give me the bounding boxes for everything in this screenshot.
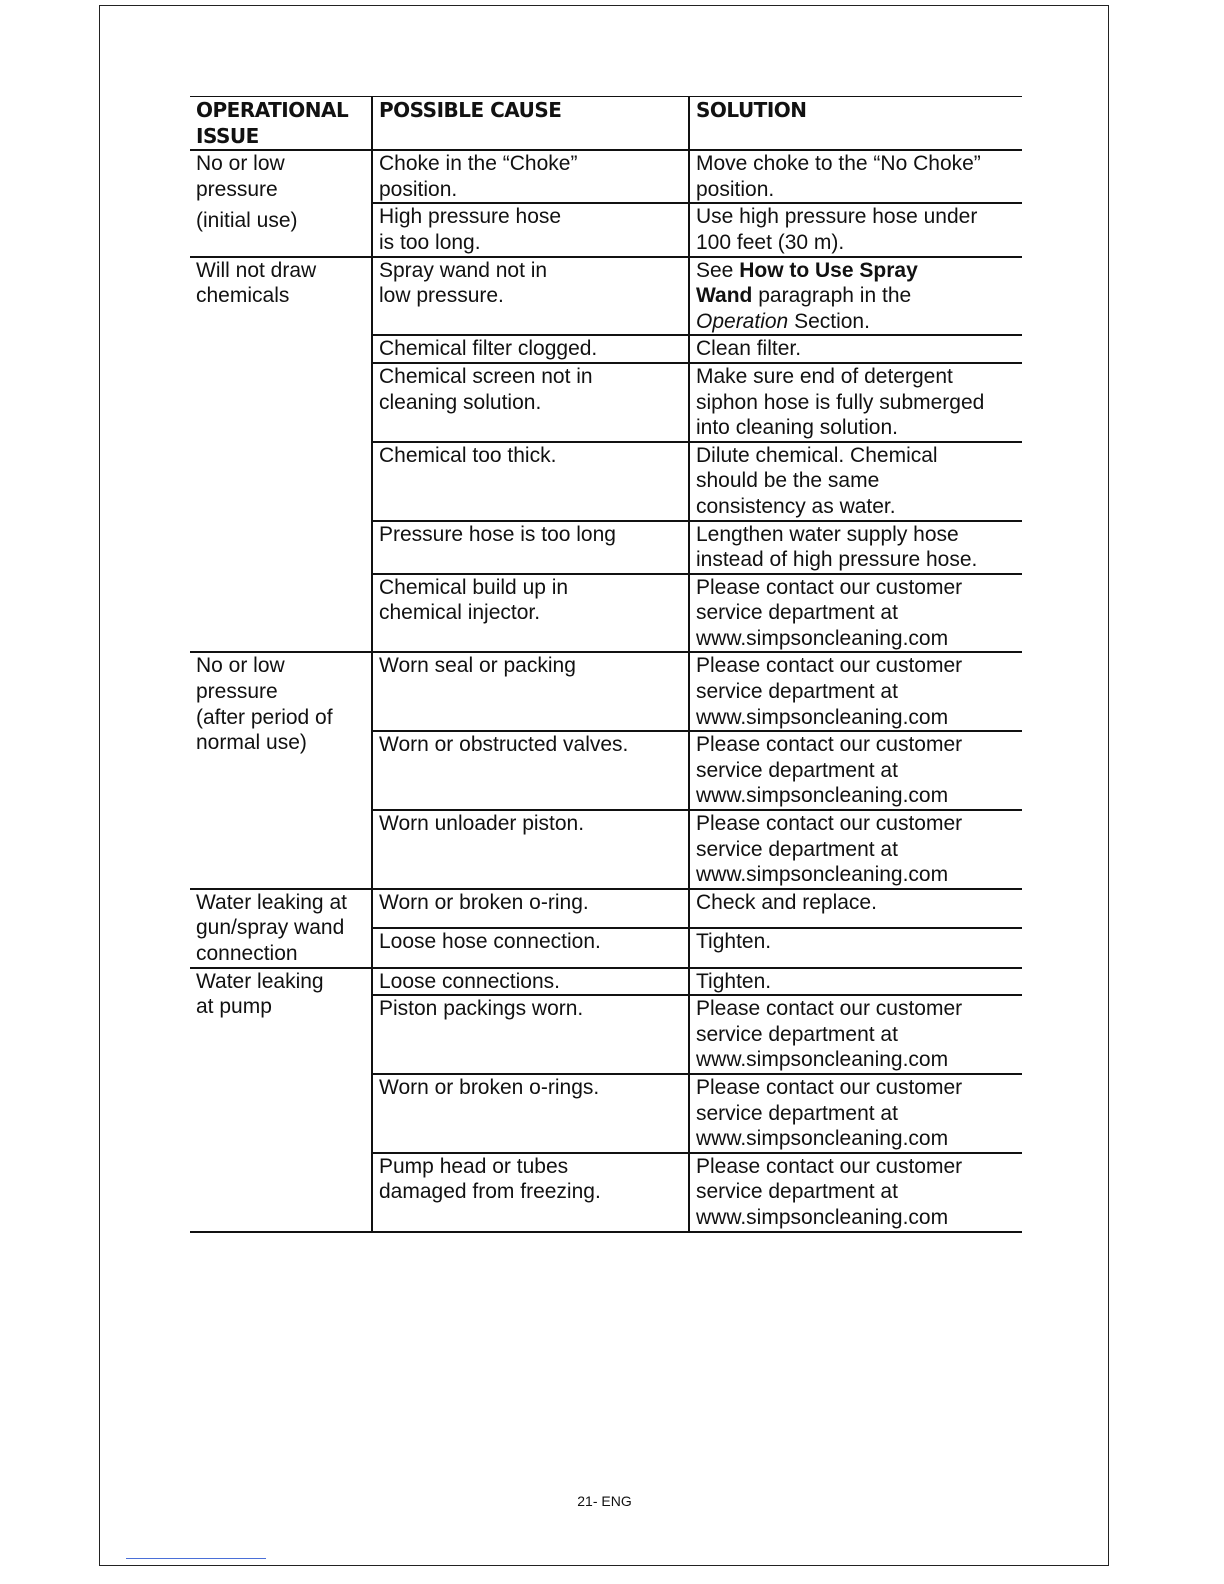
troubleshooting-table: [190, 96, 1022, 1233]
solution-cell: [689, 810, 1022, 889]
solution-text: Move choke to the “No Choke” position.: [696, 152, 981, 201]
cause-text: Pump head or tubes damaged from freezing.: [379, 1154, 601, 1204]
corner-rule: [126, 1558, 266, 1559]
solution-cell: [689, 257, 1022, 336]
solution-cell: [689, 363, 1022, 442]
solution-text: Use high pressure hose under 100 feet (30 m).: [696, 205, 978, 254]
table-header-row: [190, 97, 1022, 151]
header-operational-issue: OPERATIONAL ISSUE: [190, 97, 372, 151]
header-solution: SOLUTION: [689, 97, 1022, 151]
solution-text: Check and replace.: [696, 890, 877, 914]
solution-cell: [689, 150, 1022, 203]
cause-cell: [372, 652, 689, 731]
solution-cell: [689, 995, 1022, 1074]
issue-text: Will not draw chemicals: [196, 258, 317, 308]
solution-text: Please contact our customer service department at www.simpsoncleaning.com: [696, 1075, 963, 1151]
issue-note: (initial use): [196, 209, 298, 233]
cause-text: Piston packings worn.: [379, 997, 584, 1021]
solution-text-part: Section.: [788, 309, 870, 333]
cause-cell: [372, 521, 689, 574]
cause-cell: [372, 257, 689, 336]
issue-cell: [190, 889, 372, 968]
cause-cell: [372, 335, 689, 363]
table-row: [190, 652, 1022, 731]
solution-text: Please contact our customer service department at www.simpsoncleaning.com: [696, 733, 963, 808]
cause-cell: [372, 1153, 689, 1232]
cause-cell: [372, 928, 689, 967]
solution-text-part: paragraph in the: [758, 284, 912, 308]
solution-cell: [689, 731, 1022, 810]
cause-text: Loose connections.: [379, 969, 560, 993]
cause-text: Chemical filter clogged.: [379, 337, 598, 361]
cause-text: Chemical build up in chemical injector.: [379, 575, 569, 625]
cause-text: Chemical screen not in cleaning solution.: [379, 364, 593, 414]
solution-text: Please contact our customer service department at www.simpsoncleaning.com: [696, 997, 963, 1072]
table-row: [190, 257, 1022, 336]
issue-cell: [190, 652, 372, 888]
solution-cell: [689, 203, 1022, 256]
solution-text: Lengthen water supply hose instead of high pressure hose.: [696, 522, 978, 572]
cause-text: High pressure hose is too long.: [379, 205, 562, 254]
solution-text: [696, 258, 1018, 335]
solution-text-part: Operation: [696, 309, 789, 333]
table-row: [190, 150, 1022, 203]
solution-text-part: See: [696, 258, 740, 282]
cause-cell: [372, 1074, 689, 1153]
cause-text: Worn or obstructed valves.: [379, 733, 629, 757]
cause-cell: [372, 574, 689, 653]
cause-cell: [372, 442, 689, 521]
solution-cell: [689, 574, 1022, 653]
solution-text: Please contact our customer service department at www.simpsoncleaning.com: [696, 812, 963, 887]
cause-text: Choke in the “Choke” position.: [379, 152, 578, 201]
issue-cell: [190, 257, 372, 653]
cause-text: Worn seal or packing: [379, 654, 576, 678]
issue-text: Water leaking at pump: [196, 969, 324, 1019]
table-row: [190, 889, 1022, 928]
solution-text: Clean filter.: [696, 337, 802, 361]
solution-cell: [689, 1153, 1022, 1232]
solution-text: Please contact our customer service department at www.simpsoncleaning.com: [696, 575, 963, 650]
cause-text: Loose hose connection.: [379, 930, 601, 954]
solution-text: Dilute chemical. Chemical should be the same consistency as water.: [696, 443, 938, 518]
solution-cell: [689, 335, 1022, 363]
solution-cell: [689, 521, 1022, 574]
cause-text: Pressure hose is too long: [379, 522, 616, 546]
cause-cell: [372, 889, 689, 928]
solution-cell: [689, 968, 1022, 996]
solution-text: Tighten.: [696, 969, 772, 993]
page-number: 21- ENG: [577, 1493, 632, 1509]
cause-cell: [372, 995, 689, 1074]
solution-cell: [689, 652, 1022, 731]
cause-cell: [372, 731, 689, 810]
issue-cell: [190, 150, 372, 256]
solution-cell: [689, 442, 1022, 521]
cause-text: Chemical too thick.: [379, 443, 557, 467]
solution-cell: [689, 889, 1022, 928]
cause-text: Spray wand not in low pressure.: [379, 258, 548, 308]
solution-text: Make sure end of detergent siphon hose is fully submerged into cleaning solution.: [696, 364, 985, 440]
cause-text: Worn or broken o-ring.: [379, 890, 589, 914]
cause-cell: [372, 150, 689, 203]
issue-text: Water leaking at gun/spray wand connection: [196, 890, 347, 965]
solution-cell: [689, 1074, 1022, 1153]
solution-text: Please contact our customer service department at www.simpsoncleaning.com: [696, 1154, 963, 1229]
cause-cell: [372, 810, 689, 889]
cause-text: Worn unloader piston.: [379, 812, 585, 836]
header-possible-cause: POSSIBLE CAUSE: [372, 97, 689, 151]
solution-text: Tighten.: [696, 930, 772, 954]
solution-text-part: How to Use Spray Wand: [696, 258, 918, 308]
issue-cell: [190, 968, 372, 1232]
cause-cell: [372, 363, 689, 442]
issue-text: No or low pressure (after period of normal use): [196, 654, 333, 755]
table-row: [190, 968, 1022, 996]
solution-text: Please contact our customer service department at www.simpsoncleaning.com: [696, 654, 963, 729]
solution-cell: [689, 928, 1022, 967]
cause-cell: [372, 968, 689, 996]
issue-text: No or low pressure: [196, 152, 285, 201]
cause-cell: [372, 203, 689, 256]
cause-text: Worn or broken o-rings.: [379, 1075, 600, 1099]
table-body: [190, 150, 1022, 1231]
